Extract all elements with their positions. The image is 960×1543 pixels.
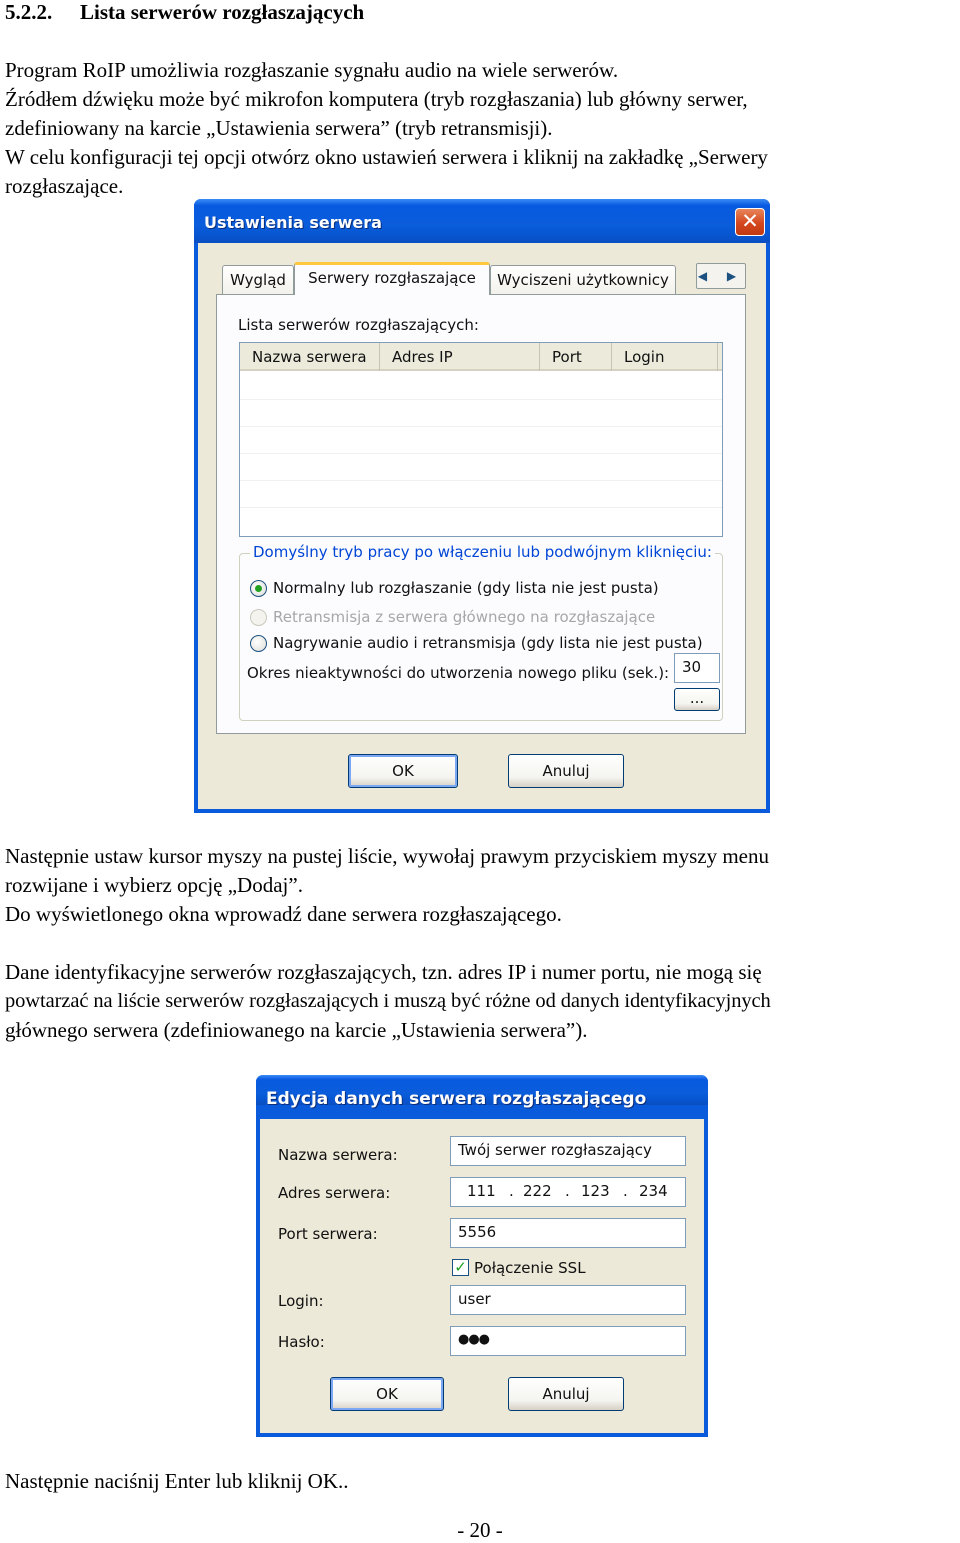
- column-server-name[interactable]: Nazwa serwera: [240, 343, 380, 371]
- list-row[interactable]: [240, 400, 722, 427]
- server-address-label: Adres serwera:: [278, 1184, 391, 1202]
- tab-wyglad[interactable]: Wygląd: [222, 265, 294, 295]
- ip-dot: .: [565, 1182, 570, 1200]
- edit-ok-button[interactable]: OK: [330, 1377, 444, 1411]
- radio-normal-mode-label[interactable]: Normalny lub rozgłaszanie (gdy lista nie jest pusta): [273, 579, 659, 597]
- ip-octet-3[interactable]: 123: [581, 1182, 610, 1200]
- list-header: [240, 343, 722, 371]
- column-ip-address[interactable]: Adres IP: [380, 343, 540, 371]
- settings-body: [198, 243, 766, 809]
- list-row[interactable]: [240, 427, 722, 454]
- radio-recording-mode-label[interactable]: Nagrywanie audio i retransmisja (gdy lista nie jest pusta): [273, 634, 703, 652]
- intro-line-2: Źródłem dźwięku może być mikrofon komputera (tryb rozgłaszania) lub główny serwer,: [5, 87, 748, 111]
- server-port-label: Port serwera:: [278, 1225, 378, 1243]
- list-row[interactable]: [240, 481, 722, 508]
- list-row[interactable]: [240, 454, 722, 481]
- list-row[interactable]: [240, 373, 722, 400]
- password-input[interactable]: ●●●: [450, 1326, 686, 1356]
- checkmark-icon: ✓: [454, 1258, 467, 1276]
- middle-line-3: Do wyświetlonego okna wprowadź dane serwera rozgłaszającego.: [5, 902, 562, 926]
- column-login[interactable]: Login: [612, 343, 718, 371]
- settings-title: Ustawienia serwera: [204, 213, 382, 232]
- cancel-button[interactable]: Anuluj: [508, 754, 624, 788]
- radio-recording-mode[interactable]: [250, 635, 267, 652]
- middle-line-2: rozwijane i wybierz opcję „Dodaj”.: [5, 873, 303, 897]
- default-mode-group: [239, 543, 723, 721]
- tab-serwery-rozglaszajace[interactable]: Serwery rozgłaszające: [294, 262, 490, 295]
- tab-scroll-arrows-icon[interactable]: ◀ ▶: [696, 263, 746, 289]
- section-number: 5.2.2.: [5, 0, 53, 24]
- ip-dot: .: [623, 1182, 628, 1200]
- settings-dialog: [194, 199, 770, 813]
- edit-server-dialog: [256, 1075, 708, 1437]
- server-name-label: Nazwa serwera:: [278, 1146, 398, 1164]
- middle-line-1: Następnie ustaw kursor myszy na pustej liście, wywołaj prawym przyciskiem myszy menu: [5, 844, 769, 868]
- ip-octet-1[interactable]: 111: [467, 1182, 496, 1200]
- tab-wyciszeni-uzytkownicy[interactable]: Wyciszeni użytkownicy: [490, 265, 676, 295]
- inactivity-input[interactable]: 30: [674, 653, 720, 683]
- radio-normal-mode[interactable]: [250, 580, 267, 597]
- tab-panel: [216, 294, 746, 734]
- note-line-3: głównego serwera (zdefiniowanego na karcie „Ustawienia serwera”).: [5, 1018, 588, 1042]
- login-label: Login:: [278, 1292, 324, 1310]
- ip-address-input[interactable]: [450, 1177, 686, 1207]
- note-line-2: powtarzać na liście serwerów rozgłaszających i muszą być różne od danych identyfikacyjnych: [5, 990, 771, 1012]
- login-input[interactable]: user: [450, 1285, 686, 1315]
- inactivity-label: Okres nieaktywności do utworzenia nowego pliku (sek.):: [247, 664, 670, 682]
- intro-line-5: rozgłaszające.: [5, 174, 124, 198]
- radio-retransmission-mode-label: Retransmisja z serwera głównego na rozgłaszające: [273, 608, 656, 626]
- edit-cancel-button[interactable]: Anuluj: [508, 1377, 624, 1411]
- ssl-checkbox[interactable]: [452, 1259, 469, 1276]
- password-label: Hasło:: [278, 1333, 325, 1351]
- server-name-input[interactable]: Twój serwer rozgłaszający: [450, 1136, 686, 1166]
- ip-dot: .: [509, 1182, 514, 1200]
- section-heading: [5, 0, 364, 24]
- edit-dialog-title: Edycja danych serwera rozgłaszającego: [266, 1089, 647, 1109]
- note-line-1: Dane identyfikacyjne serwerów rozgłaszających, tzn. adres IP i numer portu, nie mogą się: [5, 960, 762, 984]
- close-button[interactable]: [735, 208, 765, 236]
- final-line: Następnie naciśnij Enter lub kliknij OK..: [5, 1469, 349, 1493]
- edit-titlebar[interactable]: [256, 1075, 708, 1109]
- server-port-input[interactable]: 5556: [450, 1218, 686, 1248]
- close-icon: ✕: [741, 209, 759, 233]
- settings-titlebar[interactable]: [194, 199, 770, 243]
- ok-button[interactable]: OK: [348, 754, 458, 788]
- ip-octet-4[interactable]: 234: [639, 1182, 668, 1200]
- browse-button[interactable]: ...: [674, 688, 720, 711]
- server-list-label: Lista serwerów rozgłaszających:: [238, 316, 479, 334]
- intro-line-3: zdefiniowany na karcie „Ustawienia serwera” (tryb retransmisji).: [5, 116, 553, 140]
- default-mode-group-title: Domyślny tryb pracy po włączeniu lub podwójnym kliknięciu:: [250, 543, 715, 561]
- intro-line-1: Program RoIP umożliwia rozgłaszanie sygnału audio na wiele serwerów.: [5, 58, 619, 82]
- section-title: Lista serwerów rozgłaszających: [80, 0, 365, 24]
- radio-retransmission-mode: [250, 609, 267, 626]
- ip-octet-2[interactable]: 222: [523, 1182, 552, 1200]
- page-number: - 20 -: [457, 1518, 503, 1542]
- intro-line-4: W celu konfiguracji tej opcji otwórz okno ustawień serwera i kliknij na zakładkę „Serwery: [5, 145, 768, 169]
- ssl-label[interactable]: Połączenie SSL: [474, 1259, 586, 1277]
- edit-body: [260, 1119, 704, 1433]
- column-port[interactable]: Port: [540, 343, 612, 371]
- server-list[interactable]: [239, 342, 723, 537]
